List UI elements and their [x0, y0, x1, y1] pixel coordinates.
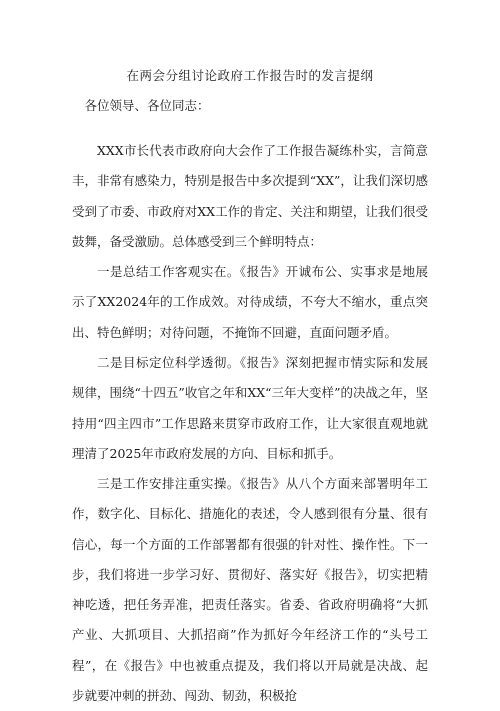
document-title: 在两会分组讨论政府工作报告时的发言提纲: [126, 68, 374, 83]
salutation: 各位领导、各位同志：: [84, 98, 210, 113]
paragraph-3: 二是目标定位科学透彻。《报告》深刻把握市情实际和发展规律，围绕“十四五”收官之年和XX“三年大变样”的决战之年，坚持用“四主四市”工作思路来贯穿市政府工作，让大家很直观地就理清了2025年市政府发展的方向、目标和抓手。: [72, 355, 428, 461]
paragraph-1: XXX市长代表市政府向大会作了工作报告凝练朴实，言简意丰，非常有感染力，特别是报告中多次提到“XX”，让我们深切感受到了市委、市政府对XX工作的肯定、关注和期望，让我们很受鼓舞，备受激励。总体感受到三个鲜明特点：: [72, 143, 428, 249]
paragraph-4: 三是工作安排注重实操。《报告》从八个方面来部署明年工作，数字化、目标化、措施化的表述，令人感到很有分量、很有信心，每一个方面的工作部署都有很强的针对性、操作性。下一步，我们将进一步学习好、贯彻好、落实好《报告》，切实把精神吃透，把任务弄准，把责任落实。省委、省政府明确将“大抓产业、大抓项目、大抓招商”作为抓好今年经济工作的“头号工程”，在《报告》中也被重点提及，我们将以开局就是决战、起步就要冲刺的拼劲、闯劲、韧劲，积极抢: [72, 476, 428, 704]
paragraph-2: 一是总结工作客观实在。《报告》开诚布公、实事求是地展示了XX2024年的工作成效。对待成绩，不夸大不缩水，重点突出、特色鲜明；对待问题，不掩饰不回避，直面问题矛盾。: [72, 264, 428, 340]
